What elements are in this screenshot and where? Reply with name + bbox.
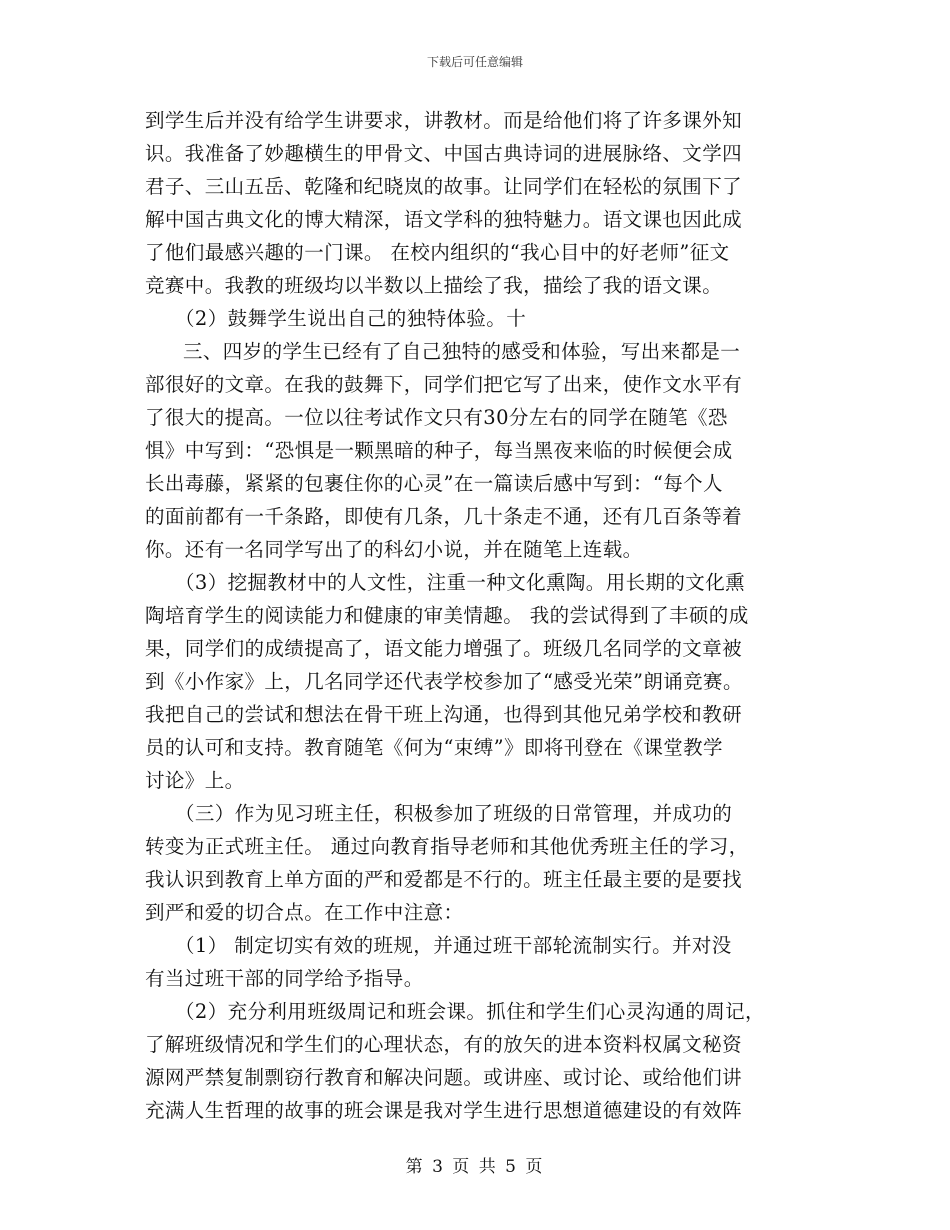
paragraph-line: 了解班级情况和学生们的心理状态，有的放矢的进本资料权属文秘资 — [145, 1033, 743, 1056]
paragraph-line: 长出毒藤，紧紧的包裹住你的心灵”在一篇读后感中写到：“每个人 — [145, 472, 723, 495]
paragraph-line: 果，同学们的成绩提高了，语文能力增强了。班级几名同学的文章被 — [145, 637, 743, 660]
paragraph-line: 讨论》上。 — [145, 769, 245, 792]
paragraph-line: 惧》中写到：“恐惧是一颗黑暗的种子，每当黑夜来临的时候便会成 — [145, 439, 733, 462]
paragraph-line: 的面前都有一千条路，即使有几条，几十条走不通，还有几百条等着 — [145, 505, 743, 528]
paragraph-line: 充满人生哲理的故事的班会课是我对学生进行思想道德建设的有效阵 — [145, 1099, 743, 1122]
paragraph-line: 三、四岁的学生已经有了自己独特的感受和体验，写出来都是一 — [183, 340, 741, 363]
paragraph-line: （2）充分利用班级周记和班会课。抓住和学生们心灵沟通的周记， — [175, 1000, 765, 1023]
page-number: 第 3 页 共 5 页 — [405, 1157, 545, 1177]
paragraph-line: （三）作为见习班主任，积极参加了班级的日常管理，并成功的 — [175, 802, 733, 825]
paragraph-line: 陶培育学生的阅读能力和健康的审美情趣。 我的尝试得到了丰硕的成 — [145, 604, 749, 627]
paragraph-line: 我把自己的尝试和想法在骨干班上沟通，也得到其他兄弟学校和教研 — [145, 703, 743, 726]
page-header: 下载后可任意编辑 — [426, 55, 523, 69]
paragraph-line: 源网严禁复制剽窃行教育和解决问题。或讲座、或讨论、或给他们讲 — [145, 1066, 743, 1089]
paragraph-line: 了很大的提高。一位以往考试作文只有30分左右的同学在随笔《恐 — [145, 406, 728, 429]
paragraph-line: 识。我准备了妙趣横生的甲骨文、中国古典诗词的进展脉络、文学四 — [145, 142, 743, 165]
paragraph-line: 部很好的文章。在我的鼓舞下，同学们把它写了出来，使作文水平有 — [145, 373, 743, 396]
paragraph-line: 到学生后并没有给学生讲要求，讲教材。而是给他们将了许多课外知 — [145, 109, 743, 132]
paragraph-line: 你。还有一名同学写出了的科幻小说，并在随笔上连载。 — [145, 538, 643, 561]
paragraph-line: 有当过班干部的同学给予指导。 — [145, 967, 424, 990]
paragraph-line: 竞赛中。我教的班级均以半数以上描绘了我，描绘了我的语文课。 — [145, 274, 723, 297]
paragraph-line: （3）挖掘教材中的人文性，注重一种文化熏陶。用长期的文化熏 — [175, 571, 746, 594]
paragraph-line: 君子、三山五岳、乾隆和纪晓岚的故事。让同学们在轻松的氛围下了 — [145, 175, 743, 198]
paragraph-line: 到严和爱的切合点。在工作中注意： — [145, 901, 464, 924]
paragraph-line: 到《小作家》上，几名同学还代表学校参加了“感受光荣”朗诵竞赛。 — [145, 670, 743, 693]
paragraph-line: 我认识到教育上单方面的严和爱都是不行的。班主任最主要的是要找 — [145, 868, 743, 891]
paragraph-line: 了他们最感兴趣的一门课。 在校内组织的“我心目中的好老师”征文 — [145, 241, 730, 264]
paragraph-line: （1） 制定切实有效的班规，并通过班干部轮流制实行。并对没 — [175, 934, 732, 957]
paragraph-line: 员的认可和支持。教育随笔《何为“束缚”》即将刊登在《课堂教学 — [145, 736, 723, 759]
document-body — [145, 104, 815, 1127]
paragraph-line: 转变为正式班主任。 通过向教育指导老师和其他优秀班主任的学习， — [145, 835, 749, 858]
paragraph-line: 解中国古典文化的博大精深，语文学科的独特魅力。语文课也因此成 — [145, 208, 743, 231]
paragraph-line: （2）鼓舞学生说出自己的独特体验。十 — [175, 307, 527, 330]
